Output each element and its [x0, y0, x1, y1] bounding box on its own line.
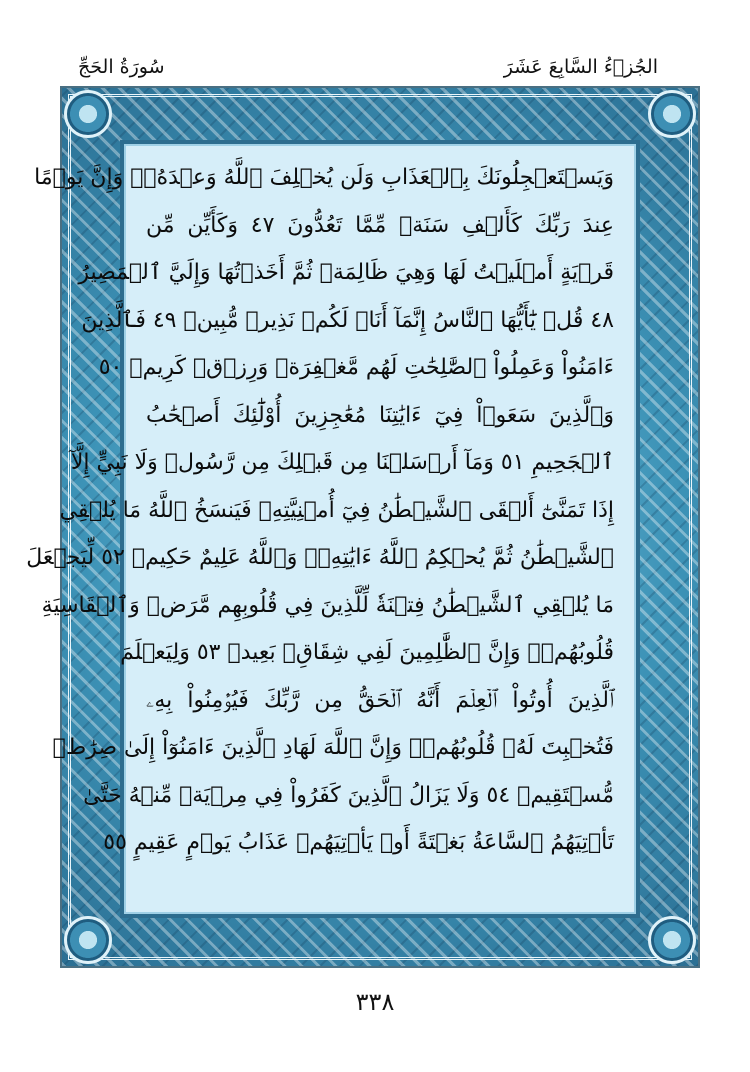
verse-line-8: إِذَا تَمَنَّىٰٓ أَلۡقَى ٱلشَّيۡطَٰنُ فِيٓ أُمۡنِيَّتِهِۦ فَيَنسَخُ ٱللَّهُ مَا يُلۡقِي	[59, 497, 614, 523]
page-number: ٣٣٨	[355, 988, 395, 1016]
verse-line-1: وَيَسۡتَعۡجِلُونَكَ بِٱلۡعَذَابِ وَلَن يُخۡلِفَ ٱللَّهُ وَعۡدَهُۥۚ وَإِنَّ يَوۡمًا	[34, 165, 614, 190]
verse-line-10: مَا يُلۡقِي ٱلشَّيۡطَٰنُ فِتۡنَةٗ لِّلَّذِينَ فِي قُلُوبِهِم مَّرَضٞ وَٱلۡقَاسِيَةِ	[41, 592, 614, 618]
corner-ornament-icon	[648, 90, 696, 138]
surah-title: سُورَةُ الحَجِّ	[78, 56, 165, 78]
verse-line-15: تَأۡتِيَهُمُ ٱلسَّاعَةُ بَغۡتَةً أَوۡ يَأۡتِيَهُمۡ عَذَابُ يَوۡمٍ عَقِيمٍ ٥٥	[103, 830, 614, 855]
verse-line-13: فَتُخۡبِتَ لَهُۥ قُلُوبُهُمۡۗ وَإِنَّ ٱللَّهَ لَهَادِ ٱلَّذِينَ ءَامَنُوٓاْ إِلَىٰ صِرَٰطٖ	[52, 735, 614, 760]
verse-line-7: ٱلۡجَحِيمِ ٥١ وَمَآ أَرۡسَلۡنَا مِن قَبۡلِكَ مِن رَّسُولٖ وَلَا نَبِيٍّ إِلَّآ	[70, 450, 614, 475]
verse-line-14: مُّسۡتَقِيمٖ ٥٤ وَلَا يَزَالُ ٱلَّذِينَ كَفَرُواْ فِي مِرۡيَةٖ مِّنۡهُ حَتَّىٰ	[83, 782, 614, 808]
verse-line-5: ءَامَنُواْ وَعَمِلُواْ ٱلصَّٰلِحَٰتِ لَهُم مَّغۡفِرَةٞ وَرِزۡقٞ كَرِيمٞ ٥٠	[98, 355, 614, 380]
verse-line-9: ٱلشَّيۡطَٰنُ ثُمَّ يُحۡكِمُ ٱللَّهُ ءَايَٰتِهِۦۗ وَٱللَّهُ عَلِيمٌ حَكِيمٞ ٥٢ لِّيَجۡعَلَ	[26, 545, 614, 570]
corner-ornament-icon	[648, 916, 696, 964]
corner-ornament-icon	[64, 90, 112, 138]
verse-line-4: ٤٨ قُلۡ يَٰٓأَيُّهَا ٱلنَّاسُ إِنَّمَآ أَنَا۠ لَكُمۡ نَذِيرٞ مُّبِينٞ ٤٩ فَٱلَّذِينَ	[81, 307, 614, 333]
corner-ornament-icon	[64, 916, 112, 964]
page-header	[78, 56, 658, 88]
verse-line-3: قَرۡيَةٍ أَمۡلَيۡتُ لَهَا وَهِيَ ظَالِمَةٞ ثُمَّ أَخَذۡتُهَا وَإِلَيَّ ٱلۡمَصِيرُ	[78, 260, 614, 285]
verse-line-12: ٱلَّذِينَ أُوتُواْ ٱلۡعِلۡمَ أَنَّهُ ٱلۡحَقُّ مِن رَّبِّكَ فَيُؤۡمِنُواْ بِهِۦ	[146, 687, 614, 713]
text-panel	[26, 140, 640, 918]
verse-block	[26, 154, 614, 904]
verse-line-6: وَٱلَّذِينَ سَعَوۡاْ فِيٓ ءَايَٰتِنَا مُعَٰجِزِينَ أُوْلَٰٓئِكَ أَصۡحَٰبُ	[146, 402, 614, 428]
verse-line-11: قُلُوبُهُمۡۗ وَإِنَّ ٱلظَّٰلِمِينَ لَفِي شِقَاقِۭ بَعِيدٖ ٥٣ وَلِيَعۡلَمَ	[120, 640, 614, 665]
verse-line-2: عِندَ رَبِّكَ كَأَلۡفِ سَنَةٖ مِّمَّا تَعُدُّونَ ٤٧ وَكَأَيِّن مِّن	[146, 212, 614, 238]
juz-title: الجُزۡءُ السَّابِعَ عَشَرَ	[503, 56, 658, 78]
ornamental-frame	[26, 86, 700, 968]
